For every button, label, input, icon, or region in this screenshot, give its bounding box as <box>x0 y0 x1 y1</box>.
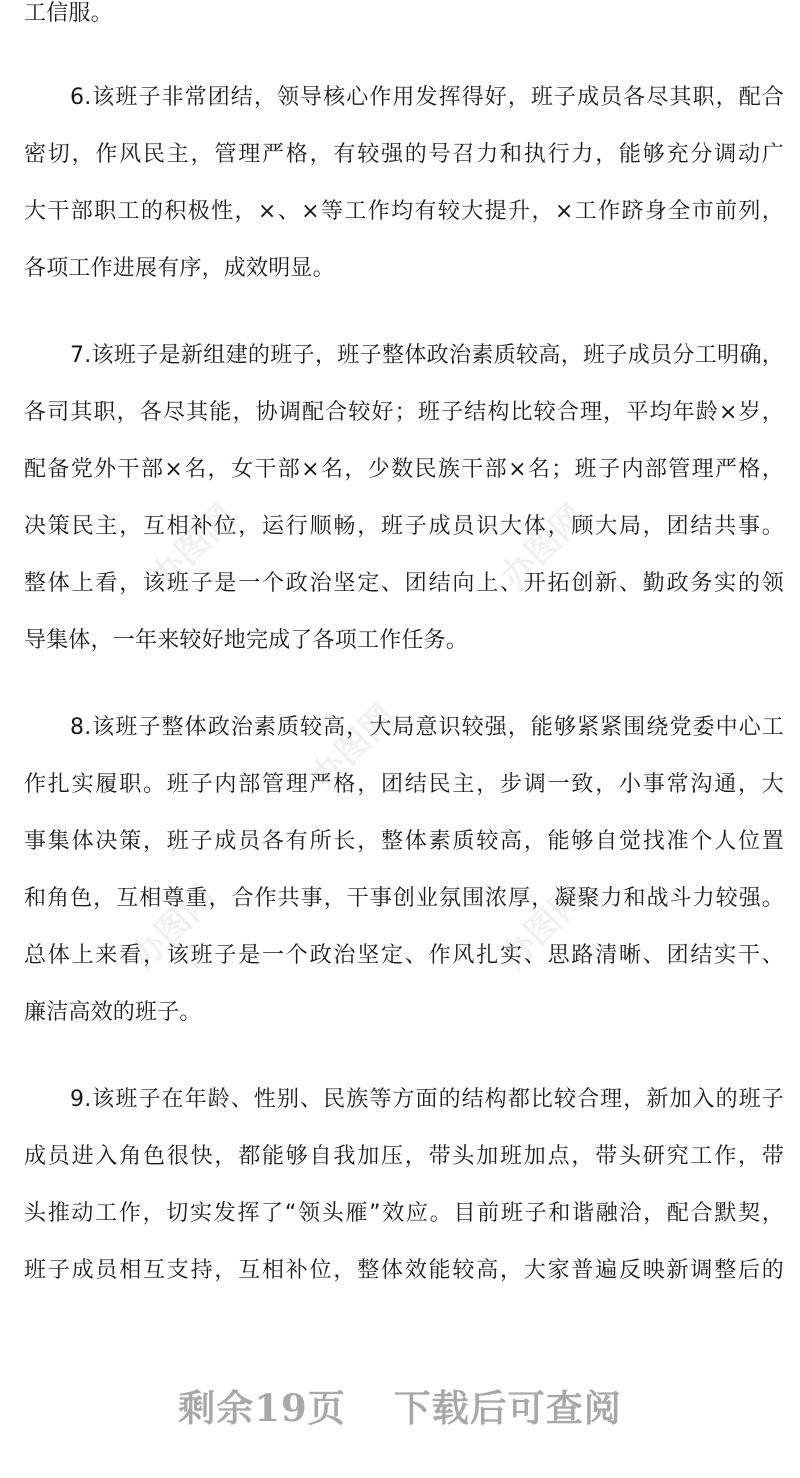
paragraph-line: 成员进入角色很快，都能够自我加压，带头加班加点，带头研究工作，带 <box>24 1144 784 1169</box>
paragraph-line: 各项工作进展有序，成效明显。 <box>24 256 335 281</box>
paragraph-line: 作扎实履职。班子内部管理严格，团结民主，步调一致，小事常沟通，大 <box>24 772 784 797</box>
remaining-pages-label: 剩余19页 <box>178 1386 346 1430</box>
paragraph-line: 整体上看，该班子是一个政治坚定、团结向上、开拓创新、勤政务实的领 <box>24 571 784 596</box>
paragraph-9-line-1: 9.该班子在年龄、性别、民族等方面的结构都比较合理，新加入的班子 <box>70 1087 784 1112</box>
paragraph-line: 密切，作风民主，管理严格，有较强的号召力和执行力，能够充分调动广 <box>24 142 784 167</box>
watermark: 办图网 <box>493 496 594 598</box>
paragraph-line: 导集体，一年来较好地完成了各项工作任务。 <box>24 628 469 653</box>
paragraph-line: 决策民主，互相补位，运行顺畅，班子成员识大体，顾大局，团结共事。 <box>24 514 784 539</box>
paragraph-line: 班子成员相互支持，互相补位，整体效能较高，大家普遍反映新调整后的 <box>24 1258 784 1283</box>
paragraph-line: 总体上来看，该班子是一个政治坚定、作风扎实、思路清晰、团结实干、 <box>24 943 784 968</box>
paragraph-7-line-1: 7.该班子是新组建的班子，班子整体政治素质较高，班子成员分工明确， <box>70 343 784 368</box>
paragraph-6-line-1: 6.该班子非常团结，领导核心作用发挥得好，班子成员各尽其职，配合 <box>70 85 784 110</box>
paragraph-line: 工信服。 <box>24 1 113 26</box>
paragraph-line: 配备党外干部×名，女干部×名，少数民族干部×名；班子内部管理严格， <box>24 457 784 482</box>
watermark: 办图网 <box>143 496 244 598</box>
watermark: 办图网 <box>493 876 594 978</box>
paragraph-line: 头推动工作，切实发挥了“领头雁”效应。目前班子和谐融洽，配合默契， <box>24 1201 784 1226</box>
download-hint-label: 下载后可查阅 <box>393 1386 622 1430</box>
paragraph-8-line-1: 8.该班子整体政治素质较高，大局意识较强，能够紧紧围绕党委中心工 <box>70 715 784 740</box>
download-prompt[interactable] <box>0 1378 800 1428</box>
paragraph-line: 各司其职，各尽其能，协调配合较好；班子结构比较合理，平均年龄×岁， <box>24 400 784 425</box>
paragraph-line: 和角色，互相尊重，合作共事，干事创业氛围浓厚，凝聚力和战斗力较强。 <box>24 886 784 911</box>
paragraph-line: 廉洁高效的班子。 <box>24 1000 202 1025</box>
watermark: 办图网 <box>123 876 224 978</box>
paragraph-line: 事集体决策，班子成员各有所长，整体素质较高，能够自觉找准个人位置 <box>24 829 784 854</box>
paragraph-line: 大干部职工的积极性，×、×等工作均有较大提升，×工作跻身全市前列， <box>24 199 784 224</box>
watermark: 办图网 <box>303 696 404 798</box>
